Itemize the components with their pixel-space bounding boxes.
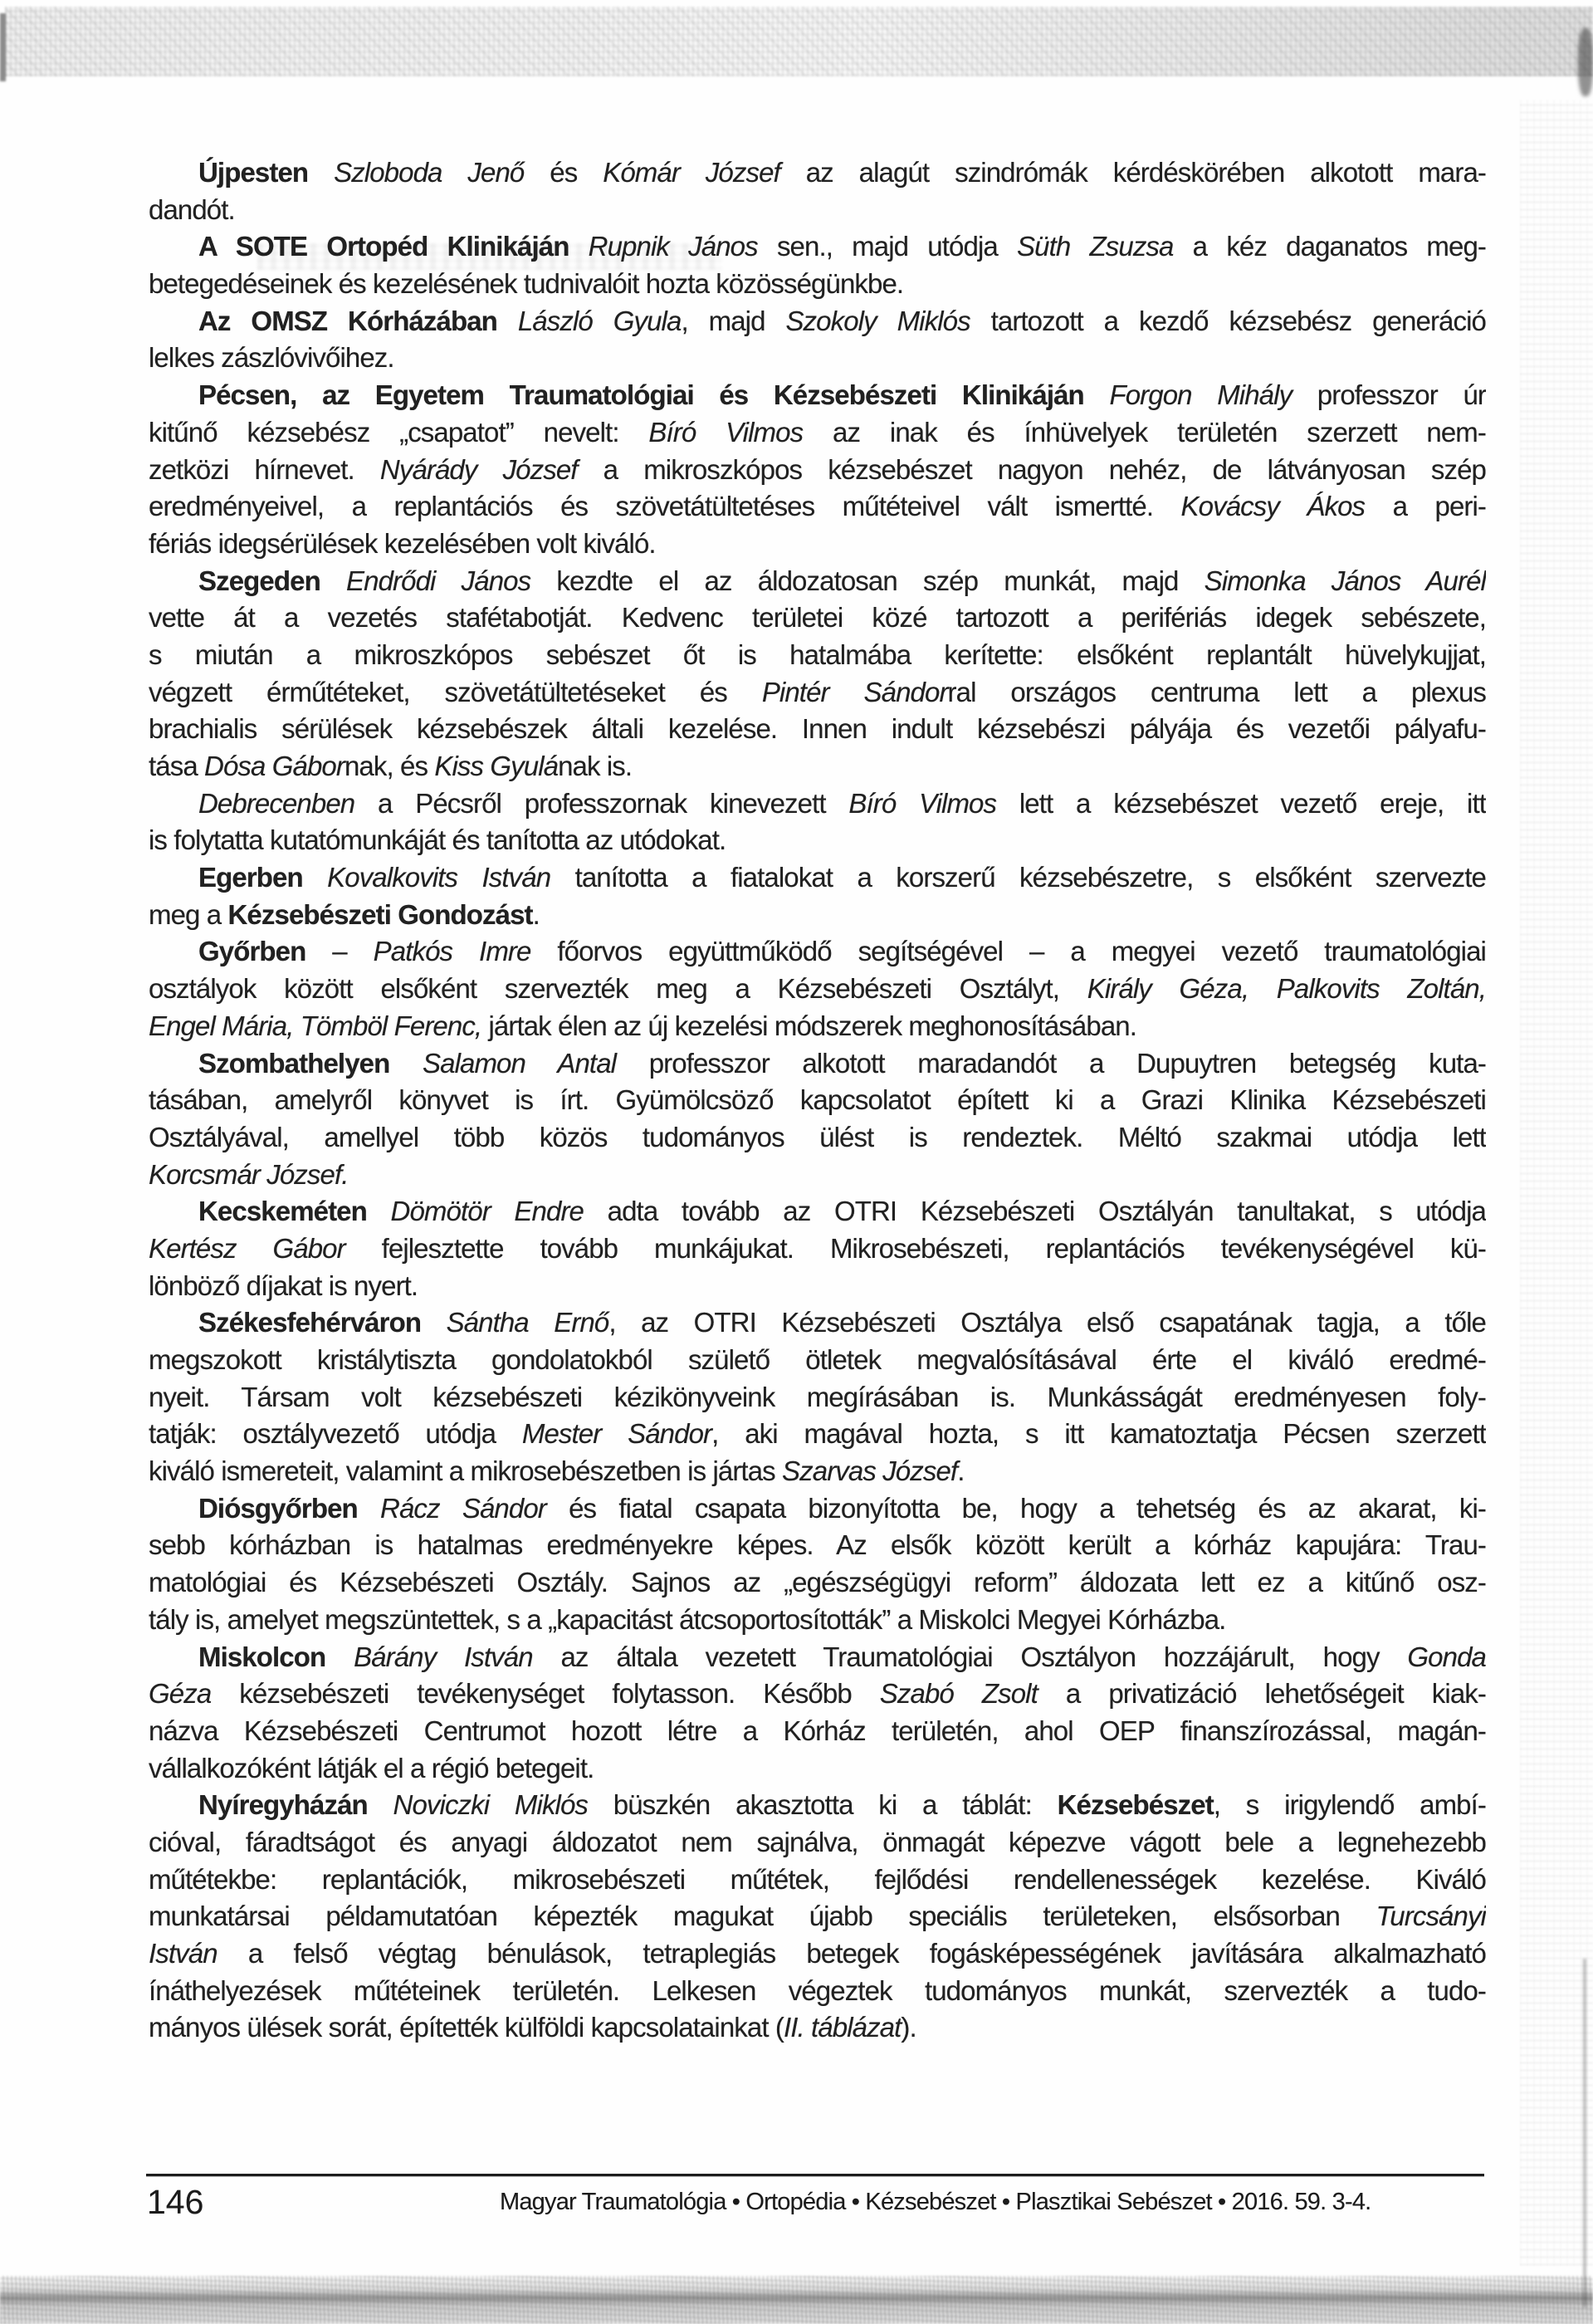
text-run: , s irigylendő ambí- xyxy=(1213,1789,1486,1821)
text-run: is folytatta kutatómunkáját és tanította az utódokat. xyxy=(149,824,726,856)
paragraph-14 xyxy=(149,1787,1486,2047)
bold-run: Győrben xyxy=(198,936,306,967)
italic-run: Király Géza, Palkovits Zoltán, xyxy=(1087,973,1486,1005)
italic-run: Turcsányi xyxy=(1376,1901,1486,1932)
text-line xyxy=(149,1490,1486,1528)
italic-run: II. táblázat xyxy=(783,2012,902,2043)
text-line xyxy=(149,154,1486,192)
text-line xyxy=(149,1713,1486,1750)
text-run: és xyxy=(524,157,603,188)
paragraph-6 xyxy=(149,785,1486,859)
text-line xyxy=(149,1008,1486,1045)
text-run: a privatizáció lehetőségeit kiak- xyxy=(1037,1678,1486,1710)
text-run: adta tovább az OTRI Kézsebészeti Osztályán tanultakat, s utódja xyxy=(584,1196,1486,1227)
text-run: meg a xyxy=(149,898,228,930)
text-run: lett a kézsebészet vezető ereje, itt xyxy=(996,787,1486,819)
text-run: eredményeivel, a replantációs és szövetátültetéses műtéteivel vált ismertté. xyxy=(149,491,1181,522)
text-run: ínáthelyezések műtéteinek területén. Lelkesen végeztek tudományos munkát, szervezték a tudo- xyxy=(149,1974,1486,2006)
scan-page-edge-right xyxy=(1583,1959,1586,2307)
text-line xyxy=(149,1230,1486,1268)
text-line xyxy=(149,897,1486,934)
scan-edge-mark-left xyxy=(0,13,6,81)
italic-run: Gonda xyxy=(1407,1641,1486,1672)
text-run: megszokott kristálytiszta gondolatokból születő ötletek megvalósításával érte el kiváló eredmé- xyxy=(149,1344,1486,1375)
text-run: végzett érműtéteket, szövetátültetéseket és xyxy=(149,676,762,707)
footer-journal-line: Magyar Traumatológia • Ortopédia • Kézsebészet • Plasztikai Sebészet • 2016. 59. 3-4. xyxy=(500,2189,1371,2215)
paragraph-2 xyxy=(149,228,1486,302)
italic-run: Rácz Sándor xyxy=(380,1492,546,1524)
text-run: tásában, amelyről könyvet is írt. Gyümölcsöző kapcsolatot épített ki a Grazi Klinika Kézsebészeti xyxy=(149,1084,1486,1116)
paragraph-11 xyxy=(149,1304,1486,1490)
text-line xyxy=(149,1639,1486,1676)
italic-run: Kiss Gyulá xyxy=(434,751,559,781)
text-run: tály is, amelyet megszüntettek, s a „kapacitást átcsoportosították” a Miskolci Megyei Kórházba. xyxy=(149,1603,1226,1635)
bold-run: Az OMSZ Kórházában xyxy=(198,305,518,336)
italic-run: Endrődi János xyxy=(346,565,531,596)
text-line xyxy=(149,414,1486,452)
text-line xyxy=(149,1750,1486,1788)
text-run: názva Kézsebészeti Centrumot hozott létre a Kórház területén, ahol OEP finanszírozással, magán- xyxy=(149,1715,1486,1746)
text-run: sebb kórházban is hatalmas eredményekre képes. Az elsők között került a kórház kapujára: Trau- xyxy=(149,1529,1486,1561)
italic-run: Kómár József xyxy=(603,157,780,188)
text-run: munkatársai példamutatóan képezték magukat újabb speciális területeken, elsősorban xyxy=(149,1901,1376,1932)
text-line xyxy=(149,1602,1486,1639)
text-line xyxy=(149,859,1486,897)
text-run: a peri- xyxy=(1365,491,1486,522)
italic-run: Patkós Imre xyxy=(373,936,531,967)
text-line xyxy=(149,674,1486,712)
italic-run: Szabó Zsolt xyxy=(879,1678,1038,1710)
text-run: az inak és ínhüvelyek területén szerzett nem- xyxy=(803,416,1486,448)
italic-run: Szloboda Jenő xyxy=(334,157,525,188)
text-line xyxy=(149,452,1486,489)
text-run: professzor alkotott maradandót a Dupuytren betegség kuta- xyxy=(616,1047,1486,1079)
text-run: sen., majd utódja xyxy=(757,231,1018,262)
text-run: jártak élen az új kezelési módszerek meghonosításában. xyxy=(481,1010,1137,1041)
text-run: műtétekbe: replantációk, mikrosebészeti műtétek, fejlődési rendellenességek kezelése. Kiváló xyxy=(149,1863,1486,1895)
text-line xyxy=(149,340,1486,377)
text-run: kiváló ismereteit, valamint a mikrosebészetben is jártas xyxy=(149,1456,783,1487)
bold-run: Miskolcon xyxy=(198,1641,354,1672)
text-line xyxy=(149,1119,1486,1157)
text-run: s miután a mikroszkópos sebészet őt is hatalmába kerítette: elsőként replantált hüvelykujjat, xyxy=(149,638,1486,670)
text-line xyxy=(149,1564,1486,1602)
text-line xyxy=(149,748,1486,785)
text-run: tartozott a kezdő kézsebész generáció xyxy=(970,305,1486,336)
bold-run: Kecskeméten xyxy=(198,1196,391,1227)
italic-run: Salamon Antal xyxy=(423,1047,617,1079)
text-line xyxy=(149,2009,1486,2047)
text-line xyxy=(149,1898,1486,1935)
text-run: a mikroszkópos kézsebészet nagyon nehéz, de látványosan szép xyxy=(577,453,1486,485)
italic-run: Bíró Vilmos xyxy=(648,416,804,448)
italic-run: Pintér Sándor xyxy=(761,676,948,707)
text-run: a felső végtag bénulások, tetraplegiás betegek fogásképességének javítására alkalmazható xyxy=(217,1938,1486,1969)
text-line xyxy=(149,488,1486,526)
text-run: mányos ülések sorát, építették külföldi kapcsolatainkat ( xyxy=(149,2012,784,2043)
text-line xyxy=(149,971,1486,1008)
text-run: büszkén akasztotta ki a táblát: xyxy=(588,1789,1058,1821)
text-run: , majd xyxy=(681,305,786,336)
text-run: nak is. xyxy=(558,751,633,781)
text-line xyxy=(149,1862,1486,1899)
text-run: vette át a vezetés stafétabotját. Kedvenc területei közé tartozott a perifériás idegek sebészete, xyxy=(149,602,1486,634)
paragraph-9 xyxy=(149,1045,1486,1194)
text-line xyxy=(149,1268,1486,1305)
paragraph-7 xyxy=(149,859,1486,933)
text-run: vállalkozóként látják el a régió betegeit. xyxy=(149,1752,594,1783)
text-run: osztályok között elsőként szervezték meg a Kézsebészeti Osztályt, xyxy=(149,973,1087,1005)
italic-run: Süth Zsuzsa xyxy=(1017,231,1174,262)
text-run: kézsebészeti tevékenységet folytasson. Később xyxy=(211,1678,880,1710)
bold-run: Kézsebészet xyxy=(1057,1789,1214,1821)
text-run: ). xyxy=(901,2012,916,2043)
bold-run: A SOTE Ortopéd Klinikáján xyxy=(198,231,589,262)
text-line xyxy=(149,1342,1486,1379)
text-line xyxy=(149,822,1486,859)
paragraph-1 xyxy=(149,154,1486,228)
text-line xyxy=(149,1787,1486,1824)
bold-run: Diósgyőrben xyxy=(198,1492,381,1524)
text-run: lönböző díjakat is nyert. xyxy=(149,1270,418,1301)
italic-run: Kovalkovits István xyxy=(327,862,551,893)
bold-run: Pécsen, az Egyetem Traumatológiai és Kézsebészeti Klinikáján xyxy=(198,379,1110,411)
italic-run: Kertész Gábor xyxy=(149,1232,345,1264)
text-line xyxy=(149,228,1486,266)
bold-run: Szombathelyen xyxy=(198,1047,423,1079)
text-run: dandót. xyxy=(149,193,235,225)
text-line xyxy=(149,1973,1486,2010)
text-run: főorvos együttműködő segítségével – a megyei vezető traumatológiai xyxy=(530,936,1486,967)
text-line xyxy=(149,1082,1486,1119)
paragraph-10 xyxy=(149,1193,1486,1304)
text-run: a kéz daganatos meg- xyxy=(1173,231,1486,262)
text-run: lelkes zászlóvivőihez. xyxy=(149,342,394,374)
text-run: a Pécsről professzornak kinevezett xyxy=(354,787,849,819)
text-run: , aki magával hozta, s itt kamatoztatja Pécsen szerzett xyxy=(711,1418,1486,1450)
paragraph-8 xyxy=(149,933,1486,1045)
italic-run: Forgon Mihály xyxy=(1109,379,1292,411)
text-run: nyeit. Társam volt kézsebészeti kézikönyveink megírásában is. Munkásságát eredményesen foly- xyxy=(149,1381,1486,1412)
text-run: , az OTRI Kézsebészeti Osztálya első csapatának tagja, a tőle xyxy=(608,1307,1486,1338)
text-run: fejlesztette tovább munkájukat. Mikrosebészeti, replantációs tevékenységével kü- xyxy=(344,1232,1486,1264)
bold-run: Egerben xyxy=(198,862,328,893)
text-run: fériás idegsérülések kezelésében volt kiváló. xyxy=(149,527,656,559)
text-run: matológiai és Kézsebészeti Osztály. Sajnos az „egészségügyi reform” áldozata lett ez a kitűnő osz- xyxy=(149,1567,1486,1598)
paragraph-4 xyxy=(149,377,1486,562)
text-line xyxy=(149,303,1486,340)
paragraph-13 xyxy=(149,1639,1486,1788)
text-run: kezdte el az áldozatosan szép munkát, majd xyxy=(530,565,1205,596)
text-line xyxy=(149,1416,1486,1453)
text-line xyxy=(149,599,1486,637)
italic-run: Engel Mária, Tömböl Ferenc, xyxy=(149,1010,482,1041)
paragraph-5 xyxy=(149,563,1486,785)
text-run: tása xyxy=(149,751,205,781)
bold-run: Nyíregyházán xyxy=(198,1789,393,1821)
italic-run: Simonka János Aurél xyxy=(1204,565,1486,596)
bold-run: Újpesten xyxy=(198,157,335,188)
text-line xyxy=(149,563,1486,600)
text-line xyxy=(149,1935,1486,1973)
text-run: cióval, fáradtságot és anyagi áldozatot nem sajnálva, önmagát képezve vágott bele a legnehezebb xyxy=(149,1826,1486,1857)
text-line xyxy=(149,1379,1486,1416)
text-run: kitűnő kézsebész „csapatot” nevelt: xyxy=(149,416,649,448)
italic-run: László Gyula xyxy=(517,305,682,336)
scan-noise-bottom-band xyxy=(0,2276,1593,2324)
text-line xyxy=(149,933,1486,971)
text-run: nak, és xyxy=(344,751,435,781)
text-line xyxy=(149,637,1486,674)
italic-run: Bíró Vilmos xyxy=(848,787,997,819)
italic-run: Mester Sándor xyxy=(521,1418,712,1450)
italic-run: Bárány István xyxy=(354,1641,533,1672)
text-run: betegedéseinek és kezelésének tudnivalóit hozta közösségünkbe. xyxy=(149,268,904,300)
text-line xyxy=(149,1453,1486,1490)
paragraph-3 xyxy=(149,303,1486,377)
text-line xyxy=(149,1157,1486,1194)
text-line xyxy=(149,526,1486,563)
text-line xyxy=(149,192,1486,229)
text-run: . xyxy=(957,1456,965,1487)
footer-rule xyxy=(146,2174,1484,2176)
italic-run: Szarvas József xyxy=(782,1456,958,1487)
italic-run: Dósa Gábor xyxy=(204,751,344,781)
text-line xyxy=(149,785,1486,823)
text-run: az alagút szindrómák kérdéskörében alkotott mara- xyxy=(779,157,1486,188)
text-run: az általa vezetett Traumatológiai Osztályon hozzájárult, hogy xyxy=(532,1641,1408,1672)
bold-run: Kézsebészeti Gondozást xyxy=(227,898,533,930)
scan-noise-top-band xyxy=(5,7,1593,76)
document-body xyxy=(149,154,1486,2047)
italic-run: Noviczki Miklós xyxy=(393,1789,589,1821)
text-run: és fiatal csapata bizonyította be, hogy a tehetség és az akarat, ki- xyxy=(545,1492,1486,1524)
text-run: . xyxy=(532,898,540,930)
text-line xyxy=(149,1527,1486,1564)
text-line xyxy=(149,377,1486,414)
text-line xyxy=(149,1193,1486,1230)
italic-run: Szokoly Miklós xyxy=(785,305,970,336)
paragraph-12 xyxy=(149,1490,1486,1639)
italic-run: Nyárády József xyxy=(379,453,578,485)
text-line xyxy=(149,1304,1486,1342)
text-run: – xyxy=(305,936,374,967)
italic-run: Debrecenben xyxy=(198,787,355,819)
italic-run: Kovácsy Ákos xyxy=(1180,491,1366,522)
text-run: tatják: osztályvezető utódja xyxy=(149,1418,522,1450)
italic-run: István xyxy=(149,1938,217,1969)
page-number: 146 xyxy=(147,2183,204,2221)
text-run: ral országos centruma lett a plexus xyxy=(947,676,1486,707)
scan-smudge-top-right xyxy=(1578,28,1593,96)
text-line xyxy=(149,1824,1486,1862)
italic-run: Korcsmár József. xyxy=(149,1158,349,1190)
bold-run: Székesfehérváron xyxy=(198,1307,447,1338)
italic-run: Sántha Ernő xyxy=(446,1307,609,1338)
text-line xyxy=(149,1676,1486,1713)
text-run: tanította a fiatalokat a korszerű kézsebészetre, s elsőként szervezte xyxy=(550,862,1486,893)
text-run: Osztályával, amellyel több közös tudományos ülést is rendeztek. Méltó szakmai utódja lett xyxy=(149,1121,1486,1152)
text-run: zetközi hírnevet. xyxy=(149,453,380,485)
text-run: professzor úr xyxy=(1292,379,1486,411)
text-run: brachialis sérülések kézsebészek általi kezelése. Innen indult kézsebészi pályája és vezetői pályafu- xyxy=(149,713,1486,745)
italic-run: Dömötör Endre xyxy=(390,1196,584,1227)
text-line xyxy=(149,266,1486,303)
scan-noise-right-margin xyxy=(1520,100,1593,2266)
italic-run: Géza xyxy=(149,1678,212,1710)
bold-run: Szegeden xyxy=(198,565,347,596)
text-line xyxy=(149,711,1486,748)
italic-run: Rupnik János xyxy=(588,231,758,262)
text-line xyxy=(149,1045,1486,1083)
